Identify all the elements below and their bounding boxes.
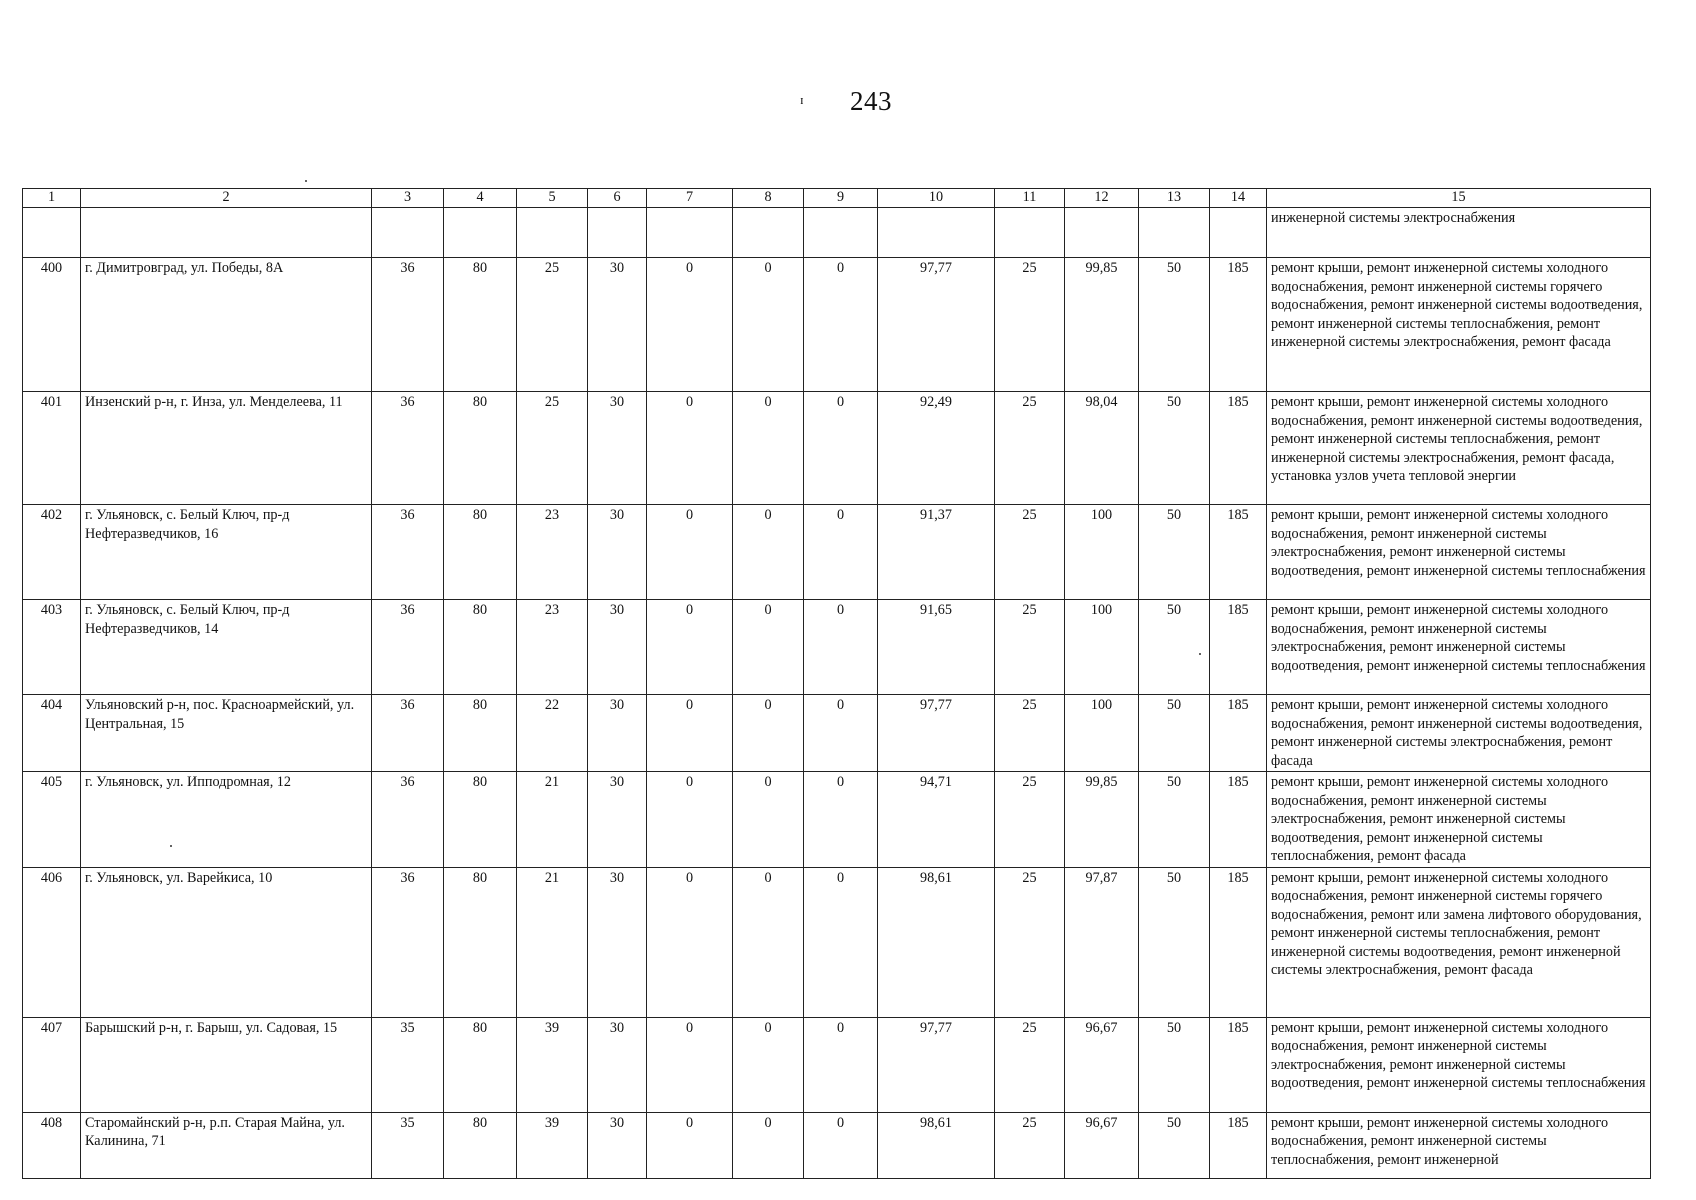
row-value-col-9: 0 xyxy=(804,600,878,695)
table-row xyxy=(23,1112,1651,1178)
register-table xyxy=(22,188,1651,1179)
row-value-col-10: 97,77 xyxy=(878,695,995,772)
scan-dot xyxy=(305,180,307,182)
row-value-col-13: 50 xyxy=(1139,392,1210,505)
row-value-col-12: 97,87 xyxy=(1065,867,1139,1017)
column-header: 11 xyxy=(995,189,1065,208)
row-number: 404 xyxy=(23,695,81,772)
table-row xyxy=(23,867,1651,1017)
row-value-col-10: 91,65 xyxy=(878,600,995,695)
row-value-col-12: 100 xyxy=(1065,505,1139,600)
column-header: 13 xyxy=(1139,189,1210,208)
row-value-col-7: 0 xyxy=(647,772,733,868)
row-value-col-4: 80 xyxy=(444,258,517,392)
row-value-col-5: 39 xyxy=(517,1017,588,1112)
row-value-col-10: 92,49 xyxy=(878,392,995,505)
row-value-col-12: 99,85 xyxy=(1065,258,1139,392)
row-value-col-13: 50 xyxy=(1139,1017,1210,1112)
row-value-col-5: 21 xyxy=(517,867,588,1017)
row-work-description: ремонт крыши, ремонт инженерной системы холодного водоснабжения, ремонт инженерной системы водоотведения, ремонт инженерной системы теплоснабжения, ремонт инженерной системы электроснабжения, ремонт фасада, установка узлов учета тепловой энергии xyxy=(1267,392,1651,505)
row-value-col-6: 30 xyxy=(588,1017,647,1112)
row-work-description: ремонт крыши, ремонт инженерной системы холодного водоснабжения, ремонт инженерной системы водоотведения, ремонт инженерной системы электроснабжения, ремонт фасада xyxy=(1267,695,1651,772)
row-work-description: ремонт крыши, ремонт инженерной системы холодного водоснабжения, ремонт инженерной системы горячего водоснабжения, ремонт или замена лифтового оборудования, ремонт инженерной системы теплоснабжения, ремонт инженерной системы водоотведения, ремонт инженерной системы электроснабжения, ремонт фасада xyxy=(1267,867,1651,1017)
row-value-col-11: 25 xyxy=(995,258,1065,392)
column-header: 12 xyxy=(1065,189,1139,208)
row-number: 401 xyxy=(23,392,81,505)
row-number: 402 xyxy=(23,505,81,600)
row-value-col-13: 50 xyxy=(1139,772,1210,868)
row-value-col-10: 94,71 xyxy=(878,772,995,868)
row-value-col-6: 30 xyxy=(588,1112,647,1178)
row-value-col-6: 30 xyxy=(588,867,647,1017)
row-value-col-5: 21 xyxy=(517,772,588,868)
row-value-col-6: 30 xyxy=(588,772,647,868)
row-number: 408 xyxy=(23,1112,81,1178)
row-value-col-9: 0 xyxy=(804,867,878,1017)
row-value-col-14: 185 xyxy=(1210,695,1267,772)
row-address: г. Ульяновск, ул. Варейкиса, 10 xyxy=(81,867,372,1017)
row-value-col-8: 0 xyxy=(733,600,804,695)
row-value-col-6: 30 xyxy=(588,695,647,772)
row-address: г. Ульяновск, с. Белый Ключ, пр-д Нефтеразведчиков, 16 xyxy=(81,505,372,600)
table-row xyxy=(23,258,1651,392)
column-header: 3 xyxy=(372,189,444,208)
row-value-col-4: 80 xyxy=(444,772,517,868)
row-value-col-8: 0 xyxy=(733,695,804,772)
scan-mark: ɪ xyxy=(800,92,804,107)
row-value-col-14: 185 xyxy=(1210,772,1267,868)
row-value-col-9: 0 xyxy=(804,695,878,772)
row-number: 400 xyxy=(23,258,81,392)
row-work-description: ремонт крыши, ремонт инженерной системы холодного водоснабжения, ремонт инженерной системы электроснабжения, ремонт инженерной системы водоотведения, ремонт инженерной системы теплоснабжения xyxy=(1267,505,1651,600)
row-value-col-4: 80 xyxy=(444,695,517,772)
row-value-col-10: 98,61 xyxy=(878,867,995,1017)
row-value-col-11: 25 xyxy=(995,772,1065,868)
row-value-col-5: 23 xyxy=(517,505,588,600)
row-value-col-3: 35 xyxy=(372,1112,444,1178)
column-header: 7 xyxy=(647,189,733,208)
row-value-col-14: 185 xyxy=(1210,600,1267,695)
row-address: г. Ульяновск, ул. Ипподромная, 12 xyxy=(81,772,372,868)
row-value-col-9: 0 xyxy=(804,1112,878,1178)
column-header: 4 xyxy=(444,189,517,208)
row-value-col-11: 25 xyxy=(995,867,1065,1017)
row-value-col-3: 36 xyxy=(372,772,444,868)
row-value-col-5: 25 xyxy=(517,392,588,505)
row-address: Барышский р-н, г. Барыш, ул. Садовая, 15 xyxy=(81,1017,372,1112)
row-value-col-14: 185 xyxy=(1210,258,1267,392)
row-value-col-13: 50 xyxy=(1139,600,1210,695)
continuation-row xyxy=(23,208,1651,258)
row-work-description: ремонт крыши, ремонт инженерной системы холодного водоснабжения, ремонт инженерной системы электроснабжения, ремонт инженерной системы водоотведения, ремонт инженерной системы теплоснабжения, ремонт фасада xyxy=(1267,772,1651,868)
row-value-col-9: 0 xyxy=(804,772,878,868)
row-value-col-8: 0 xyxy=(733,505,804,600)
row-value-col-11: 25 xyxy=(995,392,1065,505)
row-value-col-6: 30 xyxy=(588,600,647,695)
row-value-col-10: 91,37 xyxy=(878,505,995,600)
row-value-col-3: 35 xyxy=(372,1017,444,1112)
column-header: 14 xyxy=(1210,189,1267,208)
row-number xyxy=(23,208,81,258)
row-value-col-5: 25 xyxy=(517,258,588,392)
row-value-col-11: 25 xyxy=(995,600,1065,695)
row-value-col-8: 0 xyxy=(733,1017,804,1112)
row-value-col-14: 185 xyxy=(1210,1017,1267,1112)
row-value-col-12: 96,67 xyxy=(1065,1112,1139,1178)
row-value-col-3: 36 xyxy=(372,392,444,505)
row-value-col-14: 185 xyxy=(1210,392,1267,505)
row-value-col-11: 25 xyxy=(995,695,1065,772)
row-value-col-10: 97,77 xyxy=(878,1017,995,1112)
row-value-col-8: 0 xyxy=(733,772,804,868)
table-row xyxy=(23,392,1651,505)
row-value-col-5: 22 xyxy=(517,695,588,772)
row-work-description: ремонт крыши, ремонт инженерной системы холодного водоснабжения, ремонт инженерной системы теплоснабжения, ремонт инженерной xyxy=(1267,1112,1651,1178)
row-value-col-12: 100 xyxy=(1065,695,1139,772)
row-value-col-12: 100 xyxy=(1065,600,1139,695)
row-value-col-6: 30 xyxy=(588,258,647,392)
row-value-col-14: 185 xyxy=(1210,1112,1267,1178)
row-value-col-7: 0 xyxy=(647,1112,733,1178)
row-value-col-7: 0 xyxy=(647,695,733,772)
row-value-col-7: 0 xyxy=(647,600,733,695)
column-header: 5 xyxy=(517,189,588,208)
row-number: 403 xyxy=(23,600,81,695)
row-value-col-8: 0 xyxy=(733,867,804,1017)
column-header: 1 xyxy=(23,189,81,208)
row-value-col-4: 80 xyxy=(444,867,517,1017)
row-address xyxy=(81,208,372,258)
row-value-col-7: 0 xyxy=(647,1017,733,1112)
row-value-col-7: 0 xyxy=(647,867,733,1017)
row-value-col-6: 30 xyxy=(588,392,647,505)
row-value-col-9: 0 xyxy=(804,1017,878,1112)
row-address: Ульяновский р-н, пос. Красноармейский, ул. Центральная, 15 xyxy=(81,695,372,772)
row-value-col-9: 0 xyxy=(804,258,878,392)
column-header: 2 xyxy=(81,189,372,208)
table-row xyxy=(23,772,1651,868)
row-work-description: ремонт крыши, ремонт инженерной системы холодного водоснабжения, ремонт инженерной системы электроснабжения, ремонт инженерной системы водоотведения, ремонт инженерной системы теплоснабжения xyxy=(1267,1017,1651,1112)
row-value-col-7: 0 xyxy=(647,505,733,600)
row-value-col-4: 80 xyxy=(444,392,517,505)
row-value-col-13: 50 xyxy=(1139,505,1210,600)
row-address: Старомайнский р-н, р.п. Старая Майна, ул. Калинина, 71 xyxy=(81,1112,372,1178)
table-row xyxy=(23,600,1651,695)
row-value-col-10: 98,61 xyxy=(878,1112,995,1178)
row-value-col-14: 185 xyxy=(1210,867,1267,1017)
table-row xyxy=(23,1017,1651,1112)
column-header: 10 xyxy=(878,189,995,208)
row-number: 407 xyxy=(23,1017,81,1112)
row-value-col-7: 0 xyxy=(647,392,733,505)
row-value-col-3: 36 xyxy=(372,867,444,1017)
row-value-col-7: 0 xyxy=(647,258,733,392)
row-address: Инзенский р-н, г. Инза, ул. Менделеева, 11 xyxy=(81,392,372,505)
row-value-col-13: 50 xyxy=(1139,867,1210,1017)
row-value-col-11: 25 xyxy=(995,1112,1065,1178)
row-value-col-3: 36 xyxy=(372,600,444,695)
row-value-col-8: 0 xyxy=(733,1112,804,1178)
row-number: 405 xyxy=(23,772,81,868)
table-row xyxy=(23,695,1651,772)
row-work-description: ремонт крыши, ремонт инженерной системы холодного водоснабжения, ремонт инженерной системы горячего водоснабжения, ремонт инженерной системы водоотведения, ремонт инженерной системы теплоснабжения, ремонт инженерной системы электроснабжения, ремонт фасада xyxy=(1267,258,1651,392)
row-value-col-9: 0 xyxy=(804,505,878,600)
row-value-col-13: 50 xyxy=(1139,258,1210,392)
row-address: г. Ульяновск, с. Белый Ключ, пр-д Нефтеразведчиков, 14 xyxy=(81,600,372,695)
row-value-col-9: 0 xyxy=(804,392,878,505)
table-row xyxy=(23,505,1651,600)
row-value-col-3: 36 xyxy=(372,695,444,772)
column-header: 6 xyxy=(588,189,647,208)
page-number: 243 xyxy=(850,86,892,116)
row-value-col-13: 50 xyxy=(1139,695,1210,772)
row-address: г. Димитровград, ул. Победы, 8А xyxy=(81,258,372,392)
header-row xyxy=(23,189,1651,208)
row-value-col-3: 36 xyxy=(372,258,444,392)
row-value-col-12: 96,67 xyxy=(1065,1017,1139,1112)
row-number: 406 xyxy=(23,867,81,1017)
row-value-col-12: 98,04 xyxy=(1065,392,1139,505)
row-value-col-11: 25 xyxy=(995,505,1065,600)
row-value-col-4: 80 xyxy=(444,600,517,695)
column-header: 15 xyxy=(1267,189,1651,208)
column-header: 9 xyxy=(804,189,878,208)
row-value-col-8: 0 xyxy=(733,258,804,392)
row-value-col-4: 80 xyxy=(444,1017,517,1112)
row-work-description: инженерной системы электроснабжения xyxy=(1267,208,1651,258)
row-value-col-10: 97,77 xyxy=(878,258,995,392)
row-value-col-4: 80 xyxy=(444,1112,517,1178)
row-value-col-8: 0 xyxy=(733,392,804,505)
row-value-col-13: 50 xyxy=(1139,1112,1210,1178)
row-value-col-3: 36 xyxy=(372,505,444,600)
row-value-col-4: 80 xyxy=(444,505,517,600)
row-value-col-5: 39 xyxy=(517,1112,588,1178)
row-work-description: ремонт крыши, ремонт инженерной системы холодного водоснабжения, ремонт инженерной системы электроснабжения, ремонт инженерной системы водоотведения, ремонт инженерной системы теплоснабжения xyxy=(1267,600,1651,695)
column-header: 8 xyxy=(733,189,804,208)
row-value-col-12: 99,85 xyxy=(1065,772,1139,868)
row-value-col-14: 185 xyxy=(1210,505,1267,600)
row-value-col-6: 30 xyxy=(588,505,647,600)
row-value-col-5: 23 xyxy=(517,600,588,695)
row-value-col-11: 25 xyxy=(995,1017,1065,1112)
